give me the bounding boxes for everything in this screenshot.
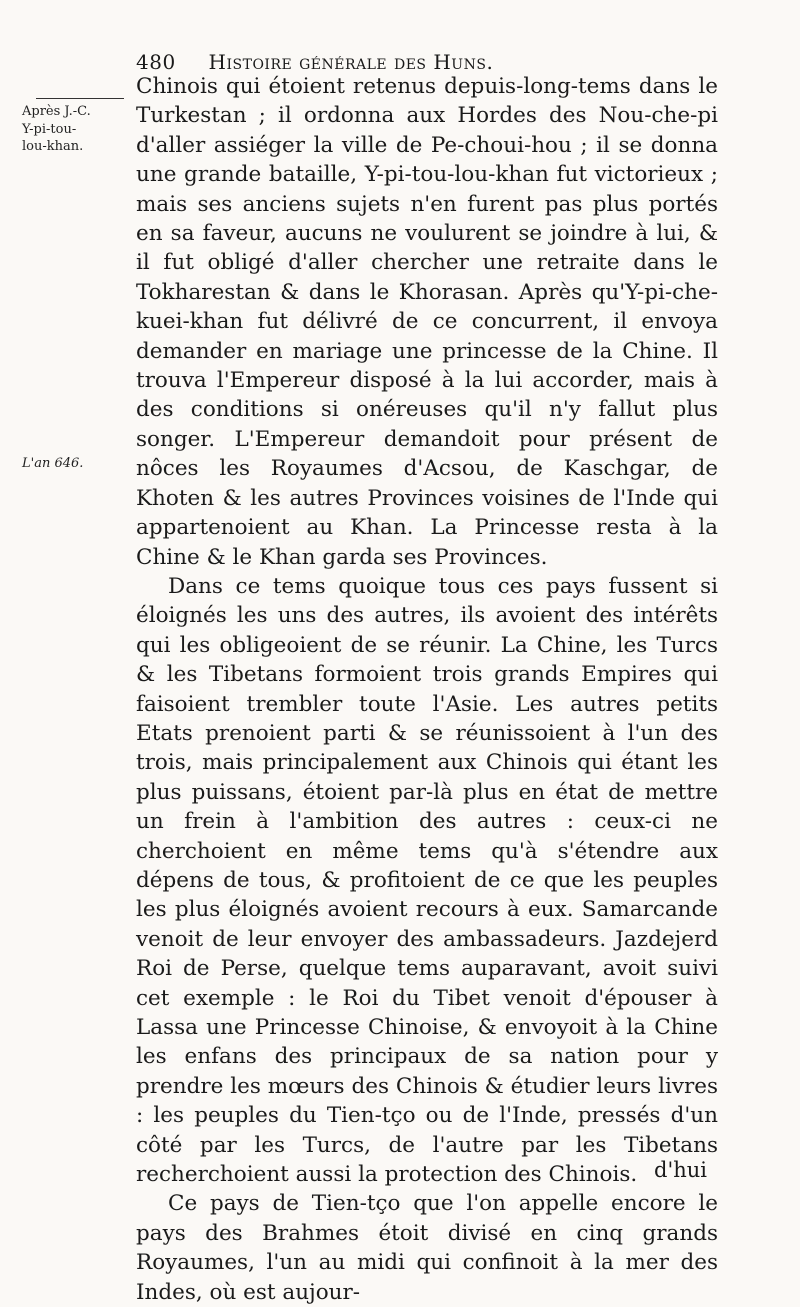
running-head [136,50,696,74]
body-text [136,72,718,1307]
paragraph-3: Ce pays de Tien-tço que l'on appelle encore le pays des Brahmes étoit divisé en cinq grands Royaumes, l'un au midi qui confinoit à la mer des Indes, où est aujour- [136,1191,718,1305]
page-number: 480 [136,50,176,74]
catchword: d'hui [654,1158,707,1182]
margin-note-year: L'an 646. [22,456,84,471]
paragraph-1: Chinois qui étoient retenus depuis-long-tems dans le Turkestan ; il ordonna aux Hordes des Nou-che-pi d'aller assiéger la ville de Pe-choui-hou ; il se donna une grande bataille, Y-pi-tou-lou-khan fut victorieux ; mais ses anciens sujets n'en furent pas plus portés en sa faveur, aucuns ne voulurent se joindre à lui, & il fut obligé d'aller chercher une retraite dans le Tokharestan & dans le Khorasan. Après qu'Y-pi-che-kuei-khan fut délivré de ce concurrent, il envoya demander en mariage une princesse de la Chine. Il trouva l'Empereur disposé à la lui accorder, mais à des conditions si onéreuses qu'il n'y fallut plus songer. L'Empereur demandoit pour présent de nôces les Royaumes d'Acsou, de Kaschgar, de Khoten & les autres Provinces voisines de l'Inde qui appartenoient au Khan. La Princesse resta à la Chine & le Khan garda ses Provinces. [136,74,718,570]
running-title: Histoire générale des Huns. [208,50,494,74]
margin-note-ruler: Y-pi-tou-lou-khan. [22,122,84,154]
margin-divider [36,98,124,99]
margin-note-era: Après J.-C. [22,104,91,119]
paragraph-2: Dans ce tems quoique tous ces pays fussent si éloignés les uns des autres, ils avoient des intérêts qui les obligeoient de se réunir. La Chine, les Turcs & les Tibetans formoient trois grands Empires qui faisoient trembler toute l'Asie. Les autres petits Etats prenoient parti & se réunissoient à l'un des trois, mais principalement aux Chinois qui étant les plus puissans, étoient par-là plus en état de mettre un frein à l'ambition des autres : ceux-ci ne cherchoient en même tems qu'à s'étendre aux dépens de tous, & profitoient de ce que les peuples les plus éloignés avoient recours à eux. Samarcande venoit de leur envoyer des ambassadeurs. Jazdejerd Roi de Perse, quelque tems auparavant, avoit suivi cet exemple : le Roi du Tibet venoit d'épouser à Lassa une Princesse Chinoise, & envoyoit à la Chine les enfans des principaux de sa nation pour y prendre les mœurs des Chinois & étudier leurs livres : les peuples du Tien-tço ou de l'Inde, pressés d'un côté par les Turcs, de l'autre par les Tibetans recherchoient aussi la protection des Chinois. [136,573,718,1188]
